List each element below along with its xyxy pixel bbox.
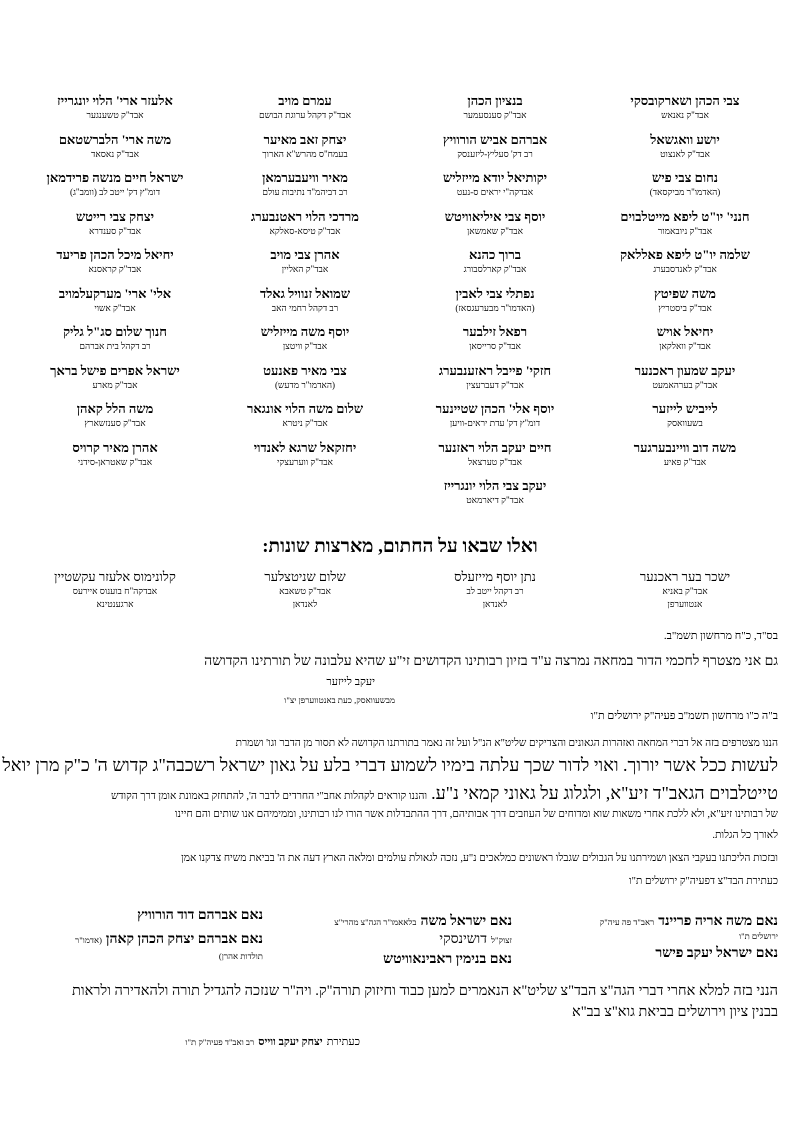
- signatory-title: אבד"ק נאסאד: [91, 148, 139, 159]
- signer-name: נאם משה אריה פריינד: [658, 914, 778, 929]
- letter2-line4: של רבותינו זיע"א, ולא ללכת אחרי משאות שוא ומדוחים של העוזבים דרך אבותיהם, דרך ההתבדלות אשר הורו לנו רבותינו, וממימיהם אנו שותים והם חיינו: [174, 809, 778, 820]
- signatory: [63, 323, 167, 362]
- signatory-name: רפאל זילבער: [462, 324, 528, 339]
- signatory-name: שמואל זנוויל גאלד: [259, 285, 351, 301]
- signatory-name: משה ארי' הלברשטאם: [58, 131, 172, 147]
- signatory: [262, 131, 348, 170]
- signer-name: נאם אברהם יצחק הכהן קאהן: [105, 932, 263, 947]
- signatory: [654, 285, 716, 324]
- signatory-name: צבי מאיר פאנעט: [263, 362, 347, 378]
- signatory-name: יחיאל מיכל הכהן פריעד: [56, 247, 174, 262]
- signatory: [251, 208, 359, 247]
- signatory-title: (האדמו"ר מביקסאד): [649, 187, 721, 197]
- signatory-name: יחיאל אויש: [656, 324, 714, 339]
- signatory-name: צבי הכהן ושארקובסקי: [630, 93, 740, 108]
- signatory-name: משה שפיטץ: [654, 285, 716, 301]
- signatory-name: אהרן צבי מויב: [270, 247, 340, 262]
- signatory: [400, 568, 590, 611]
- signatory-column-2: [400, 92, 590, 516]
- letter3-sign: [185, 1032, 360, 1050]
- signer: [75, 930, 263, 948]
- signatory: [77, 400, 154, 439]
- signatory-title: אבד"ק סענדרא: [88, 225, 142, 236]
- signatory-name: מרדכי הלוי ראטנבערג: [251, 208, 360, 224]
- signatory-city: לאנדאן: [482, 599, 508, 609]
- signatory-title: אבד"ק סרייסאן: [469, 341, 521, 351]
- signatory-title: אבד"ק לאנדסבערג: [653, 264, 717, 274]
- signatory-name: מאיר וויעבערמאן: [262, 170, 348, 185]
- signatory-title: אבד"ק טיסא-סאלקא: [269, 225, 341, 236]
- signatory-name: אלעזר ארי' הלוי יונגרייז: [57, 93, 173, 108]
- signatory-name: נפתלי צבי לאבין: [455, 285, 535, 301]
- foreign-signatory-row: [20, 568, 780, 611]
- signatory: [634, 439, 736, 478]
- signatory: [635, 362, 735, 401]
- signatory-name: אברהם אביש הורוויץ: [442, 131, 548, 147]
- signatory-city: ארגענטינא: [96, 599, 134, 609]
- signatory-title: אבדקה"ח בוענוס איירעס: [72, 586, 158, 596]
- signatory-title: אבדקה"י יראים ס-נעט: [456, 187, 534, 197]
- signatory-name: ברוך כהנא: [468, 247, 522, 262]
- signatory-column-4: [20, 92, 210, 516]
- signatory-title: אבד"ק אשוי: [94, 302, 136, 313]
- letter2-line3-rest: והננו קוראים לקהלות אחב"י החרדים לדבר ה', להתחזק באמונת אומן דרך הקודש: [110, 791, 428, 802]
- signatory: [263, 362, 347, 401]
- signatory-title: אבד"ק טשענגער: [86, 110, 144, 120]
- signatory: [56, 246, 173, 285]
- signatory: [270, 246, 339, 285]
- signatory-title: דומ"ץ דק' עדת יראים-וויען: [449, 418, 541, 428]
- signatory-city: אנטווערפן: [667, 599, 703, 609]
- signatory: [247, 400, 363, 439]
- signatory-name: עמרם מויב: [278, 93, 332, 108]
- signatory: [210, 568, 400, 611]
- signatory-name: ישראל אפרים פישל בראך: [50, 362, 180, 378]
- signatory-name: יושע וואגשאל: [650, 131, 720, 147]
- signatory-name: לייביש לייזער: [652, 401, 718, 416]
- signatory-name: יוסף אלי' הכהן שטיינער: [435, 401, 555, 416]
- letter2-line1: הננו מצטרפים בזה אל דברי המחאה ואזהרות הגאונים והצדיקים שליט"א הנ"ל ועל זה נאמר בתורתנו הקדושה לא תסור מן הדבר וגו' ושמרת: [235, 738, 778, 749]
- letter1-signer: יעקב לייזער: [326, 676, 375, 688]
- signatory-title: רב דביהמ"ד נתיבות עולם: [262, 187, 348, 197]
- signatory-name: משה דוב וויינבערגער: [633, 439, 737, 455]
- signatory-name: חיים יעקב הלוי ראזנער: [438, 439, 552, 455]
- signer-name: נאם בנימין ראבינאוויטש: [383, 952, 512, 967]
- signer-title: רב ואב"ד פעיה"ק ת"ו: [185, 1037, 255, 1047]
- signer-name: נאם ישראל משה: [420, 914, 512, 929]
- signatory: [443, 169, 547, 208]
- signatory-name: חנוך שלום סג"ל גליק: [63, 324, 167, 339]
- signatory-title: דומ"ץ דק' ייטב לב (וומב"ג): [69, 187, 161, 197]
- signatory-title: (האדמו"ר מדעש): [274, 379, 335, 390]
- signatory-name: שלום שניטצלער: [264, 569, 346, 584]
- signatory-title: אבד"ק נאנאש: [661, 110, 709, 120]
- signatory-title: רב דקהל ייטב לב: [466, 586, 524, 596]
- signatory-title: אבד"ק קראסנא: [88, 264, 142, 274]
- signatory: [463, 323, 527, 362]
- signatory-title: אבד"ק שאמשאן: [467, 225, 523, 236]
- signatory-name: יצחק צבי רייטש: [75, 208, 155, 224]
- signatory: [76, 208, 154, 247]
- signer-sub-prefix: זצוק"ל: [491, 935, 512, 945]
- signatory-name: שלום משה הלוי אונגאר: [246, 401, 364, 416]
- signatory: [464, 246, 527, 285]
- signatory-title: רב דקהל רחמי האב: [271, 302, 339, 313]
- signatory-title: רב דקהל בית אברהם: [79, 341, 151, 351]
- signatory-title: בעמח"ס מהרש"א הארוך: [262, 148, 348, 159]
- signer-note: (אדמו"ר: [75, 935, 102, 945]
- signatory: [652, 400, 717, 439]
- signer-name: נאם אברהם דוד הורוויץ: [137, 908, 263, 923]
- signatory-title: אבד"ק וויטצן: [282, 341, 328, 351]
- signatory: [59, 285, 171, 324]
- signer-sub: ירושלים ת"ו: [738, 931, 778, 941]
- signatory: [50, 362, 180, 401]
- signatory: [261, 323, 350, 362]
- signatory: [254, 439, 356, 478]
- signer-note: בלאאמו"ר הגה"צ מהרי"צ: [334, 917, 417, 927]
- letter2-line: [111, 783, 778, 804]
- signatory: [620, 208, 749, 247]
- signatory-name: קלונימוס אלעזר עקשטיין: [54, 569, 176, 584]
- signatory-title: אבד"ק קארלסבורג: [463, 264, 527, 274]
- signatory: [59, 131, 171, 170]
- signatory-name: יעקב שמעון ראכנער: [634, 362, 736, 378]
- signatory: [445, 208, 546, 247]
- signatory-name: נתן יוסף מייזעלס: [454, 569, 536, 584]
- signatory-title: אבד"ק לאנצוט: [660, 148, 710, 159]
- signatory: [650, 131, 719, 170]
- signatory-title: אבד"ק האליין: [281, 264, 329, 274]
- signatory-title: אבד"ק ווערעצקי: [277, 456, 333, 467]
- signatory-title: אבד"ק דעברעצין: [466, 379, 524, 390]
- signer: [334, 912, 512, 930]
- signatory-title: אבד"ק טשאבא: [279, 586, 331, 596]
- signatory-name: יעקב צבי הלוי יונגרייז: [443, 478, 547, 493]
- signatory: [20, 568, 210, 611]
- signatory-name: משה הלל קאהן: [76, 401, 154, 416]
- signatory: [444, 477, 547, 516]
- signatory: [436, 400, 555, 439]
- signatory-name: חזקי' פייבל ראזענבערג: [438, 362, 552, 378]
- signatory-grid: [20, 92, 780, 516]
- signatory-title: אבד"ק ביסטריץ: [658, 302, 712, 313]
- signatory-title: אבד"ק ניטרא: [282, 418, 328, 428]
- letter2-line3-bold: טייטלבוים הגאב"ד זיע"א, ולגלוג על גאוני קמאי נ"ע.: [431, 783, 778, 803]
- letter1-body: גם אני מצטרף לחכמי הדור במחאה נמרצה ע"ד בזיון רבותינו הקדושים זי"ע שהיא עלבונה של תורתינו הקדושה: [204, 654, 778, 669]
- signatory-name: בנציון הכהן: [467, 93, 523, 108]
- signatory-name: אלי' ארי' מערקעלמויב: [58, 285, 172, 301]
- signatory-name: ישראל חיים מנשה פרידמאן: [46, 170, 184, 185]
- signatory: [262, 169, 348, 208]
- signatory: [260, 285, 350, 324]
- letter2-line7: כעתירת הבד"צ דפעיה"ק ירושלים ת"ו: [628, 876, 778, 887]
- section-heading: ואלו שבאו על החתום, מארצות שונות:: [262, 536, 538, 557]
- signatory-column-3: [210, 92, 400, 516]
- letter2-line6: ובזכות הליכתנו בעקבי הצאן ושמירתנו על הגבולים שגבלו ראשונים כמלאכים נ"ע, נזכה לגאולת עולמים ומלאה הארץ דעה את ה' בביאת משיח צדקנו אמן: [181, 853, 778, 864]
- signatory-name: נחום צבי פיש: [651, 170, 719, 185]
- signatory-title: אבד"ק דקהל ערוגת הבושם: [259, 110, 351, 120]
- letter1-date: בס"ד, כ"ח מרחשון תשמ"ב.: [663, 630, 778, 642]
- signatory-title: אבד"ק וואלקאן: [659, 341, 711, 351]
- signatory-name: יקותיאל יודא מייזליש: [442, 170, 548, 185]
- sign-prefix: כעתירת: [326, 1036, 360, 1048]
- signatory: [439, 439, 552, 478]
- signatory: [650, 169, 721, 208]
- letter2-date: ב"ה כ"ו מרחשון תשמ"ב פעיה"ק ירושלים ת"ו: [590, 710, 778, 722]
- signatory-city: לאנדאן: [292, 599, 318, 609]
- letter2-line2: לעשות ככל אשר יורוך. ואוי לדור שכך עלתה בימיו לשמוע דברי בלע על גאון ישראל רשכבה"ג קדוש ה' כ"ק מרן יואל: [2, 755, 778, 775]
- letter1-signer-title: מבשעוואסק, כעת באנטווערפן יצ"ו: [284, 695, 395, 705]
- signatory: [72, 439, 157, 478]
- signatory-title: אבד"ק סענסעמער: [463, 110, 527, 120]
- signatory: [590, 568, 780, 611]
- signer-name: נאם ישראל יעקב פישר: [655, 946, 778, 961]
- signer-note: ראב"ד פה עיה"ק: [599, 917, 655, 927]
- signatory: [259, 92, 351, 131]
- signatory-name: יוסף משה מייזליש: [260, 324, 350, 339]
- signatory-title: בשעוואסק: [667, 418, 703, 428]
- signatory: [657, 323, 713, 362]
- signatory: [630, 92, 739, 131]
- letter3-line2: בבנין ציון וירושלים בביאת גוא"צ בב"א: [572, 1004, 778, 1020]
- signatory: [443, 131, 547, 170]
- signatory-title: אבד"ק שאטראן-סידני: [77, 456, 153, 467]
- signatory-name: אהרן מאיר קרויס: [72, 439, 158, 455]
- letter2-line: [236, 738, 778, 749]
- signatory-name: שלמה יו"ט ליפא פאללאק: [620, 247, 750, 262]
- signatory-name: יוסף צבי איליאוויטש: [444, 208, 546, 224]
- signer-sub: תולדות אהרן): [218, 951, 263, 961]
- signer: [600, 912, 778, 930]
- signatory: [464, 92, 527, 131]
- signer-name: יצחק יעקב ווייס: [258, 1036, 323, 1048]
- signatory-title: אבד"ק ניובאמור: [657, 225, 713, 236]
- signatory: [439, 362, 551, 401]
- signatory-title: אבד"ק דיארמאט: [466, 495, 524, 505]
- signatory-name: יצחק זאב מאיער: [263, 131, 347, 147]
- signatory: [47, 169, 184, 208]
- signatory-title: אבד"ק טערצאל: [467, 456, 523, 467]
- signatory-title: אבד"ק באניא: [662, 586, 708, 596]
- signatory-name: ישכר בער ראכנער: [639, 569, 731, 584]
- signatory-title: רב דק' סעליץ-ליזענסק: [457, 148, 533, 159]
- signatory-title: אבד"ק סענזשארץ: [84, 418, 146, 428]
- signatory-title: (האדמו"ר מבערעגסאז): [455, 302, 535, 313]
- signatory: [455, 285, 534, 324]
- signatory-name: חנני' יו"ט ליפא מייטלבוים: [620, 208, 750, 224]
- signatory-title: אבד"ק בערהאמעט: [652, 379, 718, 390]
- signer-sub-name: דושינסקי: [439, 932, 487, 947]
- signatory: [620, 246, 750, 285]
- signatory-title: אבד"ק מארע: [92, 379, 138, 390]
- signatory: [57, 92, 173, 131]
- signatory-name: יחזקאל שרגא לאנדוי: [253, 439, 357, 455]
- letter3-line1: הנני בזה למלא אחרי דברי הגה"צ הבד"צ שליט"א הנאמרים למען כבוד וחיזוק תורה"ק. ויה"ר שנזכה להגדיל תורה ולהאדירה ולראות: [72, 983, 778, 999]
- signer-sub: [439, 930, 512, 948]
- signatory-column-1: [590, 92, 780, 516]
- signatory-title: אבד"ק פאיע: [663, 456, 707, 467]
- letter2-line5: לאורך כל הגלות.: [712, 830, 778, 841]
